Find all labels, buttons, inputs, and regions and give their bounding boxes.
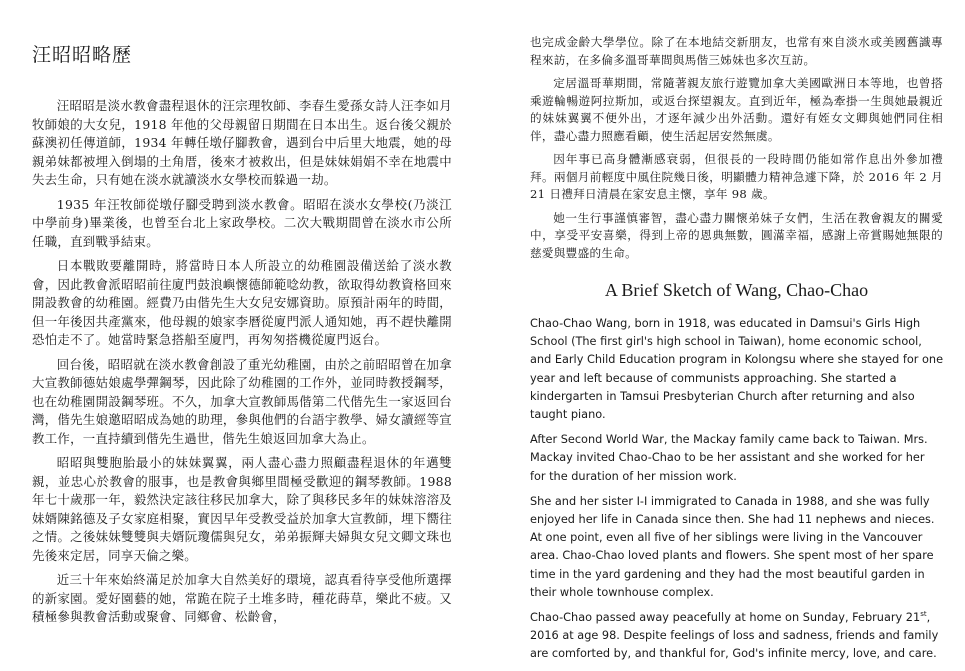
english-paragraph: After Second World War, the Mackay family came back to Taiwan. Mrs. Mackay invited Chao-Chao to be her assistant and she worked for her for the duration of her mission work. [530, 433, 928, 483]
chinese-paragraph: 因年事已高身體漸感衰弱，但很長的一段時間仍能如常作息出外參加禮拜。兩個月前輕度中風住院幾日後，明顯體力精神急遽下降，於 2016 年 2 月 21 日禮拜日清晨在家安息主懷，享年 98 歲。 [530, 152, 943, 201]
text-span: Chao-Chao passed away peacefully at home on Sunday, February 21 [530, 611, 921, 625]
chinese-paragraph: 汪昭昭是淡水教會盡程退休的汪宗理牧師、李春生愛孫女詩人汪李如月牧師娘的大女兒，1918 年他的父母親留日期間在日本出生。返台後父親於蘇澳初任傳道師，1934 年轉任墩仔腳教會，遇到台中后里大地震，她的母親弟妹都被埋入倒塌的土角厝，後來才被救出，但是妹妹娟娟不幸在地震中失去生命，只有她在淡水就讀淡水女學校而躲過一劫。 [32, 98, 452, 187]
chinese-title: 汪昭昭略歷 [32, 44, 133, 66]
english-paragraph-last [530, 609, 943, 664]
chinese-paragraph: 她一生行事謹慎審智，盡心盡力關懷弟妹子女們，生活在教會親友的關愛中，享受平安喜樂，得到上帝的恩典無數，圓滿幸福，感謝上帝賞賜她無限的慈愛與豐盛的生命。 [530, 210, 943, 260]
chinese-paragraph: 也完成金齡大學學位。除了在本地結交新朋友，也常有來自淡水或美國舊識專程來訪，在多倫多溫哥華間與馬偕三姊妹也多次互訪。 [530, 35, 943, 67]
chinese-paragraph: 回台後，昭昭就在淡水教會創設了重光幼稚園，由於之前昭昭曾在加拿大宣教師德姑娘處學彈鋼琴，因此除了幼稚園的工作外，並同時教授鋼琴，也在幼稚園開設鋼琴班。不久，加拿大宣教師馬偕第二代偕先生一家返回台灣，偕先生娘邀昭昭成為她的助理，參與他們的台語宇教學、婦女讀經等宣教工作，一直持續到偕先生過世，偕先生娘返回加拿大為止。 [32, 356, 452, 446]
english-paragraph: Chao-Chao Wang, born in 1918, was educated in Damsui's Girls High School (The first girl's high school in Taiwan), home economic school, and Early Child Education program in Kolongsu where she stayed for one year and left because of communists approaching. She started a kindergarten in Tamsui Presbyterian Church after returning and also taught piano. [530, 317, 944, 422]
chinese-paragraph: 1935 年汪牧師從墩仔腳受聘到淡水教會。昭昭在淡水女學校(乃淡江中學前身)畢業後，也曾至台北上家政學校。二次大戰期間曾在淡水市公所任職，直到戰爭結束。 [32, 196, 452, 249]
chinese-paragraph: 日本戰敗要離開時，將當時日本人所設立的幼稚園設備送給了淡水教會，因此教會派昭昭前往廈門鼓浪嶼懷德師範唸幼教，欲取得幼教資格回來開設教會的幼稚園。經費乃由偕先生大女兒安娜資助。原預計兩年的時間，但一年後因共產黨來，他母親的娘家李曆從廈門派人通知她，再不趕快離開恐怕走不了。她當時緊急搭船至廈門，再匆匆搭機從廈門返台。 [32, 258, 452, 347]
chinese-paragraph: 昭昭與雙胞胎最小的妹妹翼翼，兩人盡心盡力照顧盡程退休的年邁雙親，並忠心於教會的服事，也是教會與鄉里間極受歡迎的鋼琴教師。1988 年七十歲那一年，毅然決定該往移民加拿大，除了與移民多年的妹妹溶溶及妹婿陳銘德及子女家庭相聚，實因早年受教受益於加拿大宣教師，埋下嚮往之情。之後妹妹雙雙與夫婿阮瓊儒與兒女，弟弟振輝夫婦與女兒文卿文珠也先後來定居，同享天倫之樂。 [32, 455, 452, 563]
chinese-paragraph: 定居溫哥華期間，常隨著親友旅行遊覽加拿大美國歐洲日本等地，也曾搭乘遊輪暢遊阿拉斯加，或返台探望親友。直到近年，極為牽掛一生與她最親近的妹妹翼翼不便外出，才逐年減少出外活動。還好有姪女文卿與她們同住相伴，盡心盡力照應看顧，使生活起居安然無虞。 [530, 76, 943, 143]
text-span: , 2016 at age 98. Despite feelings of loss and sadness, friends and family are comforted by, and thankful for, God's infinite mercy, love, and care. [530, 611, 939, 661]
english-paragraph: She and her sister I-I immigrated to Canada in 1988, and she was fully enjoyed her life in Canada since then. She had 11 nephews and nieces. At one point, even all five of her siblings were living in the Vancouver area. Chao-Chao loved plants and flowers. She spent most of her spare time in the yard gardening and they had the most beautiful garden in their whole townhouse complex. [530, 494, 935, 599]
chinese-paragraph: 近三十年來始終滿足於加拿大自然美好的環境，認真看待享受他所選擇的新家園。愛好園藝的她，常跪在院子土堆多時，種花蒔草，樂此不疲。又積極參與教會活動或聚會、同鄉會、松齡會， [32, 572, 452, 624]
english-title: A Brief Sketch of Wang, Chao-Chao [604, 280, 869, 300]
ordinal-suffix: st [920, 610, 927, 619]
left-page [0, 0, 482, 633]
right-page [482, 0, 965, 671]
